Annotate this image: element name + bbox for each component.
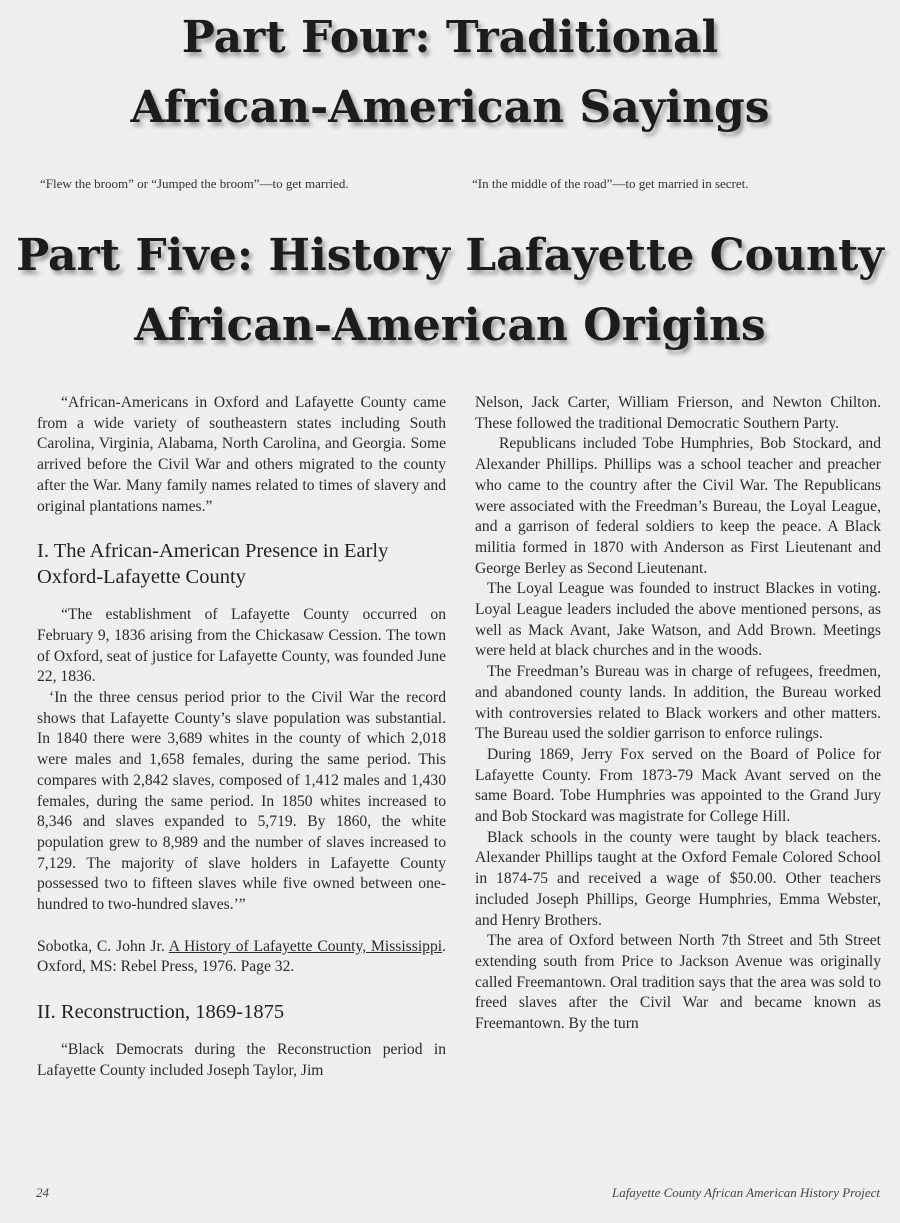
part-five-title-line2: African-American Origins bbox=[134, 300, 766, 351]
part-five-title-line1: Part Five: History Lafayette County bbox=[16, 230, 884, 281]
right-column bbox=[475, 393, 881, 1035]
paragraph-board-of-police: During 1869, Jerry Fox served on the Board of Police for Lafayette County. From 1873-79 Mack Avant served on the same Board. Tobe Humphries was appointed to the Grand Jury and Bob Stockard was magistrate for College Hill. bbox=[475, 745, 881, 826]
citation-publisher: . Oxford, MS: Rebel Press, 1976. Page 32. bbox=[37, 937, 446, 976]
part-four-title-line2: African-American Sayings bbox=[130, 82, 770, 133]
paragraph-freedmans-bureau: The Freedman’s Bureau was in charge of refugees, freedmen, and abandoned county lands. In addition, the Bureau worked with controversies related to Black workers and other matters. The Bureau used the soldier garrison to enforce rulings. bbox=[475, 663, 881, 743]
intro-paragraph: “African-Americans in Oxford and Lafayette County came from a wide variety of southeastern states including South Carolina, Virginia, Alabama, North Carolina, and Georgia. Some arrived before the Civil War and others migrated to the county after the War. Many family names related to times of slavery and original plantations names.” bbox=[37, 394, 446, 515]
citation-author: Sobotka, C. John Jr. bbox=[37, 937, 169, 955]
paragraph-black-schools: Black schools in the county were taught by black teachers. Alexander Phillips taught at the Oxford Female Colored School in 1874-75 and received a wage of $50.00. Other teachers included Joseph Phillips, George Humphries, Emma Webster, and Henry Brothers. bbox=[475, 828, 881, 929]
section-heading-presence: I. The African-American Presence in Early Oxford-Lafayette County bbox=[37, 540, 389, 589]
left-column bbox=[37, 393, 446, 1082]
paragraph-establishment: “The establishment of Lafayette County occurred on February 9, 1836 arising from the Chickasaw Cession. The town of Oxford, seat of justice for Lafayette County, was founded June 22, 1836. bbox=[37, 606, 446, 686]
paragraph-democrats-cont: Nelson, Jack Carter, William Frierson, and Newton Chilton. These followed the traditional Democratic Southern Party. bbox=[475, 394, 881, 432]
paragraph-republicans: Republicans included Tobe Humphries, Bob Stockard, and Alexander Phillips. Phillips was a school teacher and preacher who came to the country after the Civil War. The Republicans were associated with the Freedman’s Bureau, the Loyal League, and a garrison of federal soldiers to keep the peace. A Black militia formed in 1870 with Anderson as First Lieutenant and George Berley as Second Lieutenant. bbox=[475, 435, 881, 577]
page-number: 24 bbox=[36, 1185, 49, 1200]
running-footer-title: Lafayette County African American History Project bbox=[611, 1185, 880, 1200]
paragraph-black-democrats: “Black Democrats during the Reconstruction period in Lafayette County included Joseph Taylor, Jim bbox=[37, 1041, 446, 1079]
section-heading-reconstruction: II. Reconstruction, 1869-1875 bbox=[37, 1001, 285, 1024]
saying-broom: “Flew the broom” or “Jumped the broom”—to get married. bbox=[40, 176, 349, 191]
paragraph-census: ‘In the three census period prior to the Civil War the record shows that Lafayette County’s slave population was substantial. In 1840 there were 3,689 whites in the county of which 2,018 were males and 1,658 females, during the same period. This compares with 2,842 slaves, composed of 1,412 males and 1,430 females, during the same period. In 1850 whites increased to 8,346 and slaves expanded to 5,719. By 1860, the white population grew to 8,989 and the number of slaves increased to 7,129. The majority of slave holders in Lafayette County possessed two to fifteen slaves while five owned between one-hundred to two-hundred slaves.’” bbox=[37, 689, 446, 914]
paragraph-loyal-league: The Loyal League was founded to instruct Blackes in voting. Loyal League leaders included the above mentioned persons, as well as Mack Avant, Jake Watson, and Add Brown. Meetings were held at black churches and in the woods. bbox=[475, 580, 881, 660]
part-four-title-line1: Part Four: Traditional bbox=[181, 12, 719, 63]
saying-road: “In the middle of the road”—to get married in secret. bbox=[472, 176, 749, 191]
citation bbox=[37, 937, 446, 978]
paragraph-freemantown: The area of Oxford between North 7th Street and 5th Street extending south from Price to Jackson Avenue was originally called Freemantown. Oral tradition says that the area was sold to freed slaves after the Civil War and became known as Freemantown. By the turn bbox=[475, 932, 881, 1033]
citation-title: A History of Lafayette County, Mississippi bbox=[168, 937, 443, 955]
